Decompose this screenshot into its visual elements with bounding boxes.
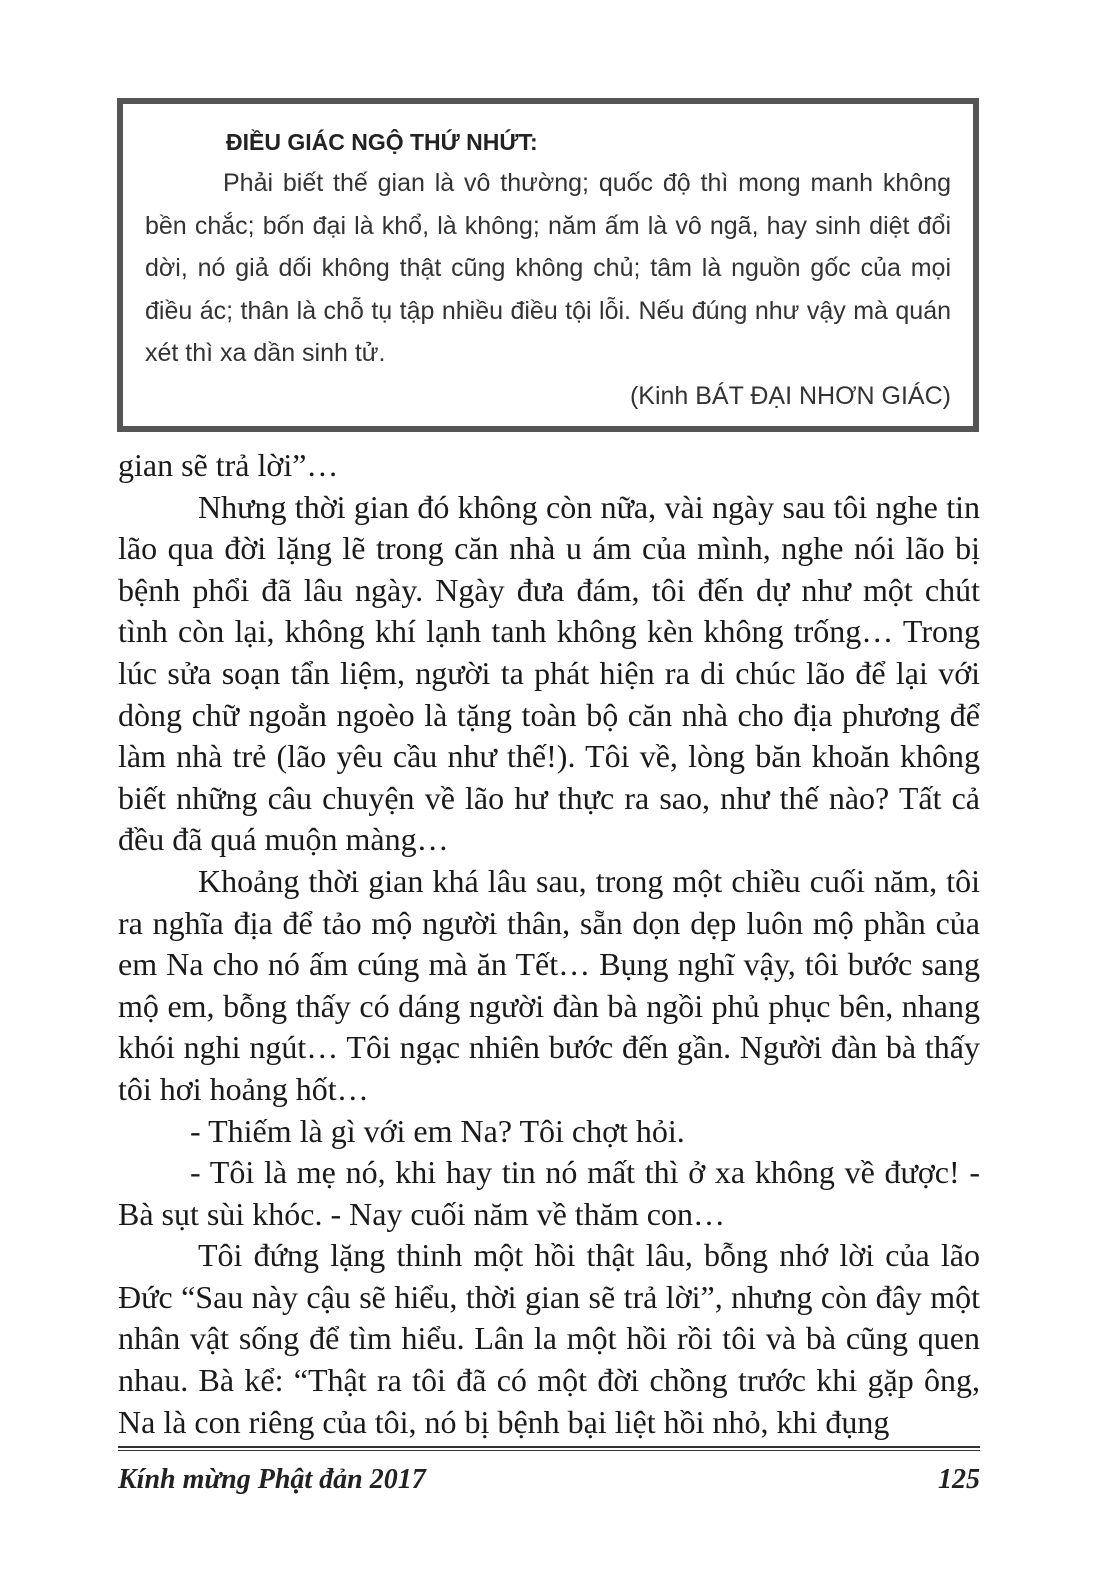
paragraph: Nhưng thời gian đó không còn nữa, vài ngày sau tôi nghe tin lão qua đời lặng lẽ trong căn nhà u ám của mình, nghe nói lão bị bệnh phổi đã lâu ngày. Ngày đưa đám, tôi đến dự như một chút tình còn lại, không khí lạnh tanh không kèn không trống… Trong lúc sửa soạn tẩn liệm, người ta phát hiện ra di chúc lão để lại với dòng chữ ngoằn ngoèo là tặng toàn bộ căn nhà cho địa phương để làm nhà trẻ (lão yêu cầu như thế!). Tôi về, lòng băn khoăn không biết những câu chuyện về lão hư thực ra sao, như thế nào? Tất cả đều đã quá muộn màng… (118, 488, 980, 858)
footer-title: Kính mừng Phật đản 2017 (118, 1464, 426, 1495)
page-footer (118, 1458, 980, 1498)
dialog-line: - Tôi là mẹ nó, khi hay tin nó mất thì ở xa không về được! - Bà sụt sùi khóc. - Nay cuối năm về thăm con… (118, 1154, 980, 1232)
quote-box (117, 98, 979, 432)
page-number: 125 (938, 1464, 980, 1495)
body-text (118, 445, 980, 1443)
quote-text: Phải biết thế gian là vô thường; quốc độ thì mong manh không bền chắc; bốn đại là khổ, là không; năm ấm là vô ngã, hay sinh diệt đổi dời, nó giả dối không thật cũng không chủ; tâm là nguồn gốc của mọi điều ác; thân là chỗ tụ tập nhiều điều tội lỗi. Nếu đúng như vậy mà quán xét thì xa dần sinh tử. (145, 169, 951, 367)
dialog-line: - Thiếm là gì với em Na? Tôi chợt hỏi. (190, 1112, 685, 1149)
footer-divider (118, 1446, 980, 1451)
paragraph: gian sẽ trả lời”… (118, 447, 339, 483)
paragraph: Tôi đứng lặng thinh một hồi thật lâu, bỗng nhớ lời của lão Đức “Sau này cậu sẽ hiểu, thời gian sẽ trả lời”, nhưng còn đây một nhân vật sống để tìm hiểu. Lân la một hồi rồi tôi và bà cũng quen nhau. Bà kể: “Thật ra tôi đã có một đời chồng trước khi gặp ông, Na là con riêng của tôi, nó bị bệnh bại liệt hồi nhỏ, khi đụng (118, 1237, 980, 1440)
paragraph: Khoảng thời gian khá lâu sau, trong một chiều cuối năm, tôi ra nghĩa địa để tảo mộ người thân, sẵn dọn dẹp luôn mộ phần của em Na cho nó ấm cúng mà ăn Tết… Bụng nghĩ vậy, tôi bước sang mộ em, bỗng thấy có dáng người đàn bà ngồi phủ phục bên, nhang khói nghi ngút… Tôi ngạc nhiên bước đến gần. Người đàn bà thấy tôi hơi hoảng hốt… (118, 862, 980, 1107)
quote-heading: ĐIỀU GIÁC NGỘ THỨ NHỨT: (226, 129, 538, 155)
quote-source: (Kinh BÁT ĐẠI NHƠN GIÁC) (629, 381, 951, 410)
